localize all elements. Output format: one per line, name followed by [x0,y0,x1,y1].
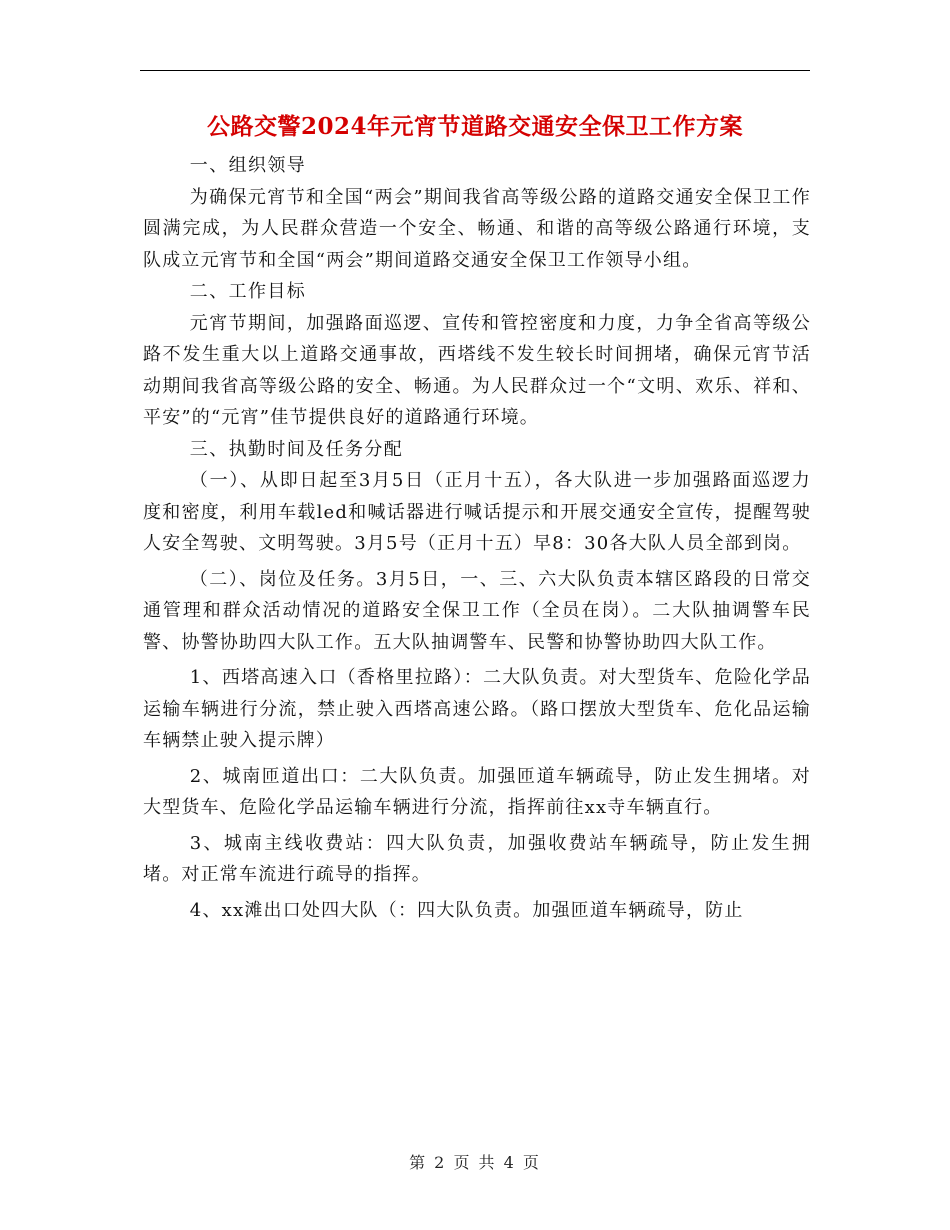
list-item-1: 1、西塔高速入口（香格里拉路）：二大队负责。对大型货车、危险化学品运输车辆进行分流，禁止驶入西塔高速公路。（路口摆放大型货车、危化品运输车辆禁止驶入提示牌） [143,667,811,751]
header-rule [140,70,810,71]
list-item-2: 2、城南匝道出口：二大队负责。加强匝道车辆疏导，防止发生拥堵。对大型货车、危险化学品运输车辆进行分流，指挥前往xx寺车辆直行。 [143,765,811,818]
page-footer: 第 2 页 共 4 页 [409,1153,541,1172]
paragraph-goals: 元宵节期间，加强路面巡逻、宣传和管控密度和力度，力争全省高等级公路不发生重大以上道路交通事故，西塔线不发生较长时间拥堵，确保元宵节活动期间我省高等级公路的安全、畅通。为人民群众过一个“文明、欢乐、祥和、平安”的“元宵”佳节提供良好的道路通行环境。 [143,312,811,428]
section-heading-duty: 三、执勤时间及任务分配 [189,438,404,460]
paragraph-organization: 为确保元宵节和全国“两会”期间我省高等级公路的道路交通安全保卫工作圆满完成，为人民群众营造一个安全、畅通、和谐的高等级公路通行环境，支队成立元宵节和全国“两会”期间道路交通安全保卫工作领导小组。 [143,186,811,271]
paragraph-duty-1: （一）、从即日起至3月5日（正月十五），各大队进一步加强路面巡逻力度和密度，利用车载led和喊话器进行喊话提示和开展交通安全宣传，提醒驾驶人安全驾驶、文明驾驶。3月5号（正月十五）早8：30各大队人员全部到岗。 [143,470,811,554]
document-body [143,150,811,926]
section-heading-goals: 二、工作目标 [189,281,307,302]
list-item-3: 3、城南主线收费站：四大队负责，加强收费站车辆疏导，防止发生拥堵。对正常车流进行疏导的指挥。 [143,832,811,885]
document-title: 公路交警2024年元宵节道路交通安全保卫工作方案 [206,113,743,140]
list-item-4: 4、xx滩出口处四大队（：四大队负责。加强匝道车辆疏导，防止 [189,899,744,921]
paragraph-duty-2: （二）、岗位及任务。3月5日，一、三、六大队负责本辖区路段的日常交通管理和群众活动情况的道路安全保卫工作（全员在岗）。二大队抽调警车民警、协警协助四大队工作。五大队抽调警车、民警和协警协助四大队工作。 [143,568,811,653]
section-heading-organization: 一、组织领导 [189,155,307,176]
